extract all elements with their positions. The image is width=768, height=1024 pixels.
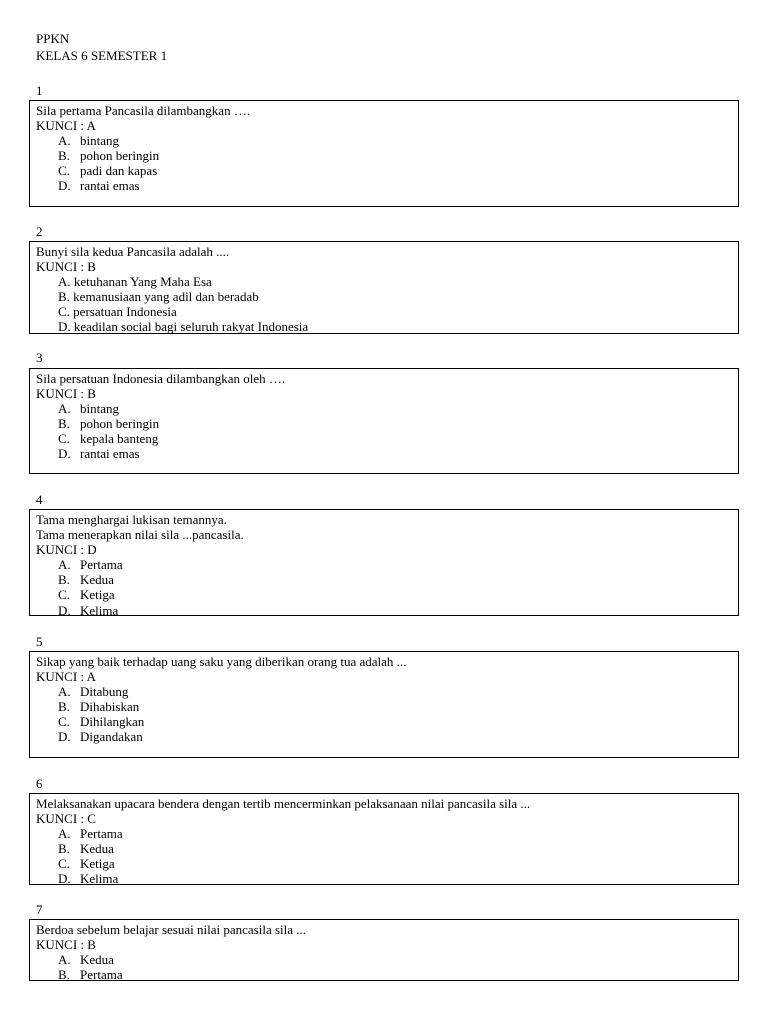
option-letter: A. (58, 952, 71, 968)
option-text: Pertama (80, 557, 123, 573)
class-semester-title: KELAS 6 SEMESTER 1 (36, 48, 168, 63)
answer-key: KUNCI : D (36, 542, 97, 558)
option-item (36, 714, 738, 729)
option-item (36, 871, 738, 886)
question-text: Sila pertama Pancasila dilambangkan …. (36, 103, 251, 118)
option-text: padi dan kapas (80, 163, 158, 179)
option-item (36, 557, 738, 572)
option-item (36, 446, 738, 461)
option-letter: D. (58, 319, 71, 335)
option-item (36, 952, 738, 967)
option-letter: C. (58, 587, 70, 603)
option-text: Kedua (80, 572, 114, 588)
option-item (36, 401, 738, 416)
question-number: 2 (36, 224, 43, 239)
option-item (36, 841, 738, 856)
option-text: Ditabung (80, 684, 129, 700)
option-item (36, 163, 738, 178)
option-text: ketuhanan Yang Maha Esa (73, 274, 212, 290)
option-letter: A. (58, 401, 71, 417)
option-letter: D. (58, 729, 71, 745)
question-box (29, 241, 739, 334)
option-text: persatuan Indonesia (73, 304, 177, 320)
option-letter: B. (58, 572, 70, 588)
option-text: Pertama (80, 826, 123, 842)
option-item (36, 826, 738, 841)
option-item (36, 729, 738, 744)
option-letter: B. (58, 841, 70, 857)
option-letter: D. (58, 871, 71, 887)
option-text: Digandakan (80, 729, 143, 745)
question-text: Tama menghargai lukisan temannya. (36, 512, 227, 527)
question-box (29, 651, 739, 758)
option-letter: A. (58, 826, 71, 842)
option-letter: C. (58, 856, 70, 872)
option-item (36, 148, 738, 163)
option-item (36, 684, 738, 699)
question-box (29, 368, 739, 474)
option-letter: A. (58, 133, 71, 149)
option-item (36, 431, 738, 446)
answer-key: KUNCI : B (36, 937, 96, 953)
option-text: Dihabiskan (80, 699, 140, 715)
option-text: bintang (80, 401, 119, 417)
question-text: Sila persatuan Indonesia dilambangkan oleh …. (36, 371, 286, 386)
option-item (36, 603, 738, 618)
option-letter: C. (58, 714, 70, 730)
option-text: Kelima (80, 871, 119, 887)
option-item (36, 416, 738, 431)
option-text: Pertama (80, 967, 123, 983)
option-text: pohon beringin (80, 148, 160, 164)
option-letter: B. (58, 148, 70, 164)
option-item (36, 699, 738, 714)
option-letter: A. (58, 557, 71, 573)
option-item (36, 319, 738, 334)
question-text: Melaksanakan upacara bendera dengan tertib mencerminkan pelaksanaan nilai pancasila sila ... (36, 796, 531, 811)
question-text: Berdoa sebelum belajar sesuai nilai pancasila sila ... (36, 922, 307, 937)
option-letter: C. (58, 163, 70, 179)
option-item (36, 587, 738, 602)
question-number: 5 (36, 634, 43, 649)
option-item (36, 967, 738, 982)
question-box (29, 793, 739, 885)
option-text: kepala banteng (80, 431, 159, 447)
question-number: 3 (36, 350, 43, 365)
option-letter: B. (58, 967, 70, 983)
answer-key: KUNCI : C (36, 811, 96, 827)
option-item (36, 178, 738, 193)
question-box (29, 919, 739, 981)
option-letter: D. (58, 446, 71, 462)
option-text: Kedua (80, 841, 114, 857)
option-text: rantai emas (80, 446, 140, 462)
question-box (29, 100, 739, 207)
option-text: Ketiga (80, 587, 115, 603)
option-item (36, 274, 738, 289)
question-box (29, 509, 739, 616)
option-text: Dihilangkan (80, 714, 145, 730)
option-text: bintang (80, 133, 119, 149)
option-letter: A. (58, 274, 71, 290)
answer-key: KUNCI : A (36, 118, 96, 134)
answer-key: KUNCI : B (36, 259, 96, 275)
option-text: Ketiga (80, 856, 115, 872)
question-number: 6 (36, 776, 43, 791)
option-text: keadilan social bagi seluruh rakyat Indonesia (73, 319, 309, 335)
question-number: 4 (36, 492, 43, 507)
question-number: 1 (36, 83, 43, 98)
option-text: kemanusiaan yang adil dan beradab (73, 289, 259, 305)
question-text: Tama menerapkan nilai sila ...pancasila. (36, 527, 244, 543)
option-letter: C. (58, 304, 70, 320)
question-number: 7 (36, 902, 43, 917)
option-letter: B. (58, 416, 70, 432)
option-item (36, 572, 738, 587)
option-letter: B. (58, 699, 70, 715)
option-item (36, 289, 738, 304)
question-text: Bunyi sila kedua Pancasila adalah .... (36, 244, 230, 259)
option-letter: D. (58, 602, 71, 618)
subject-title: PPKN (36, 31, 70, 46)
option-text: Kelima (80, 602, 119, 618)
option-text: rantai emas (80, 178, 140, 194)
option-letter: A. (58, 684, 71, 700)
option-letter: D. (58, 178, 71, 194)
answer-key: KUNCI : A (36, 669, 96, 685)
option-item (36, 133, 738, 148)
option-text: pohon beringin (80, 416, 160, 432)
question-text: Sikap yang baik terhadap uang saku yang diberikan orang tua adalah ... (36, 654, 407, 669)
option-text: Kedua (80, 952, 114, 968)
option-item (36, 304, 738, 319)
answer-key: KUNCI : B (36, 386, 96, 402)
option-letter: C. (58, 431, 70, 447)
option-letter: B. (58, 289, 70, 305)
option-item (36, 856, 738, 871)
